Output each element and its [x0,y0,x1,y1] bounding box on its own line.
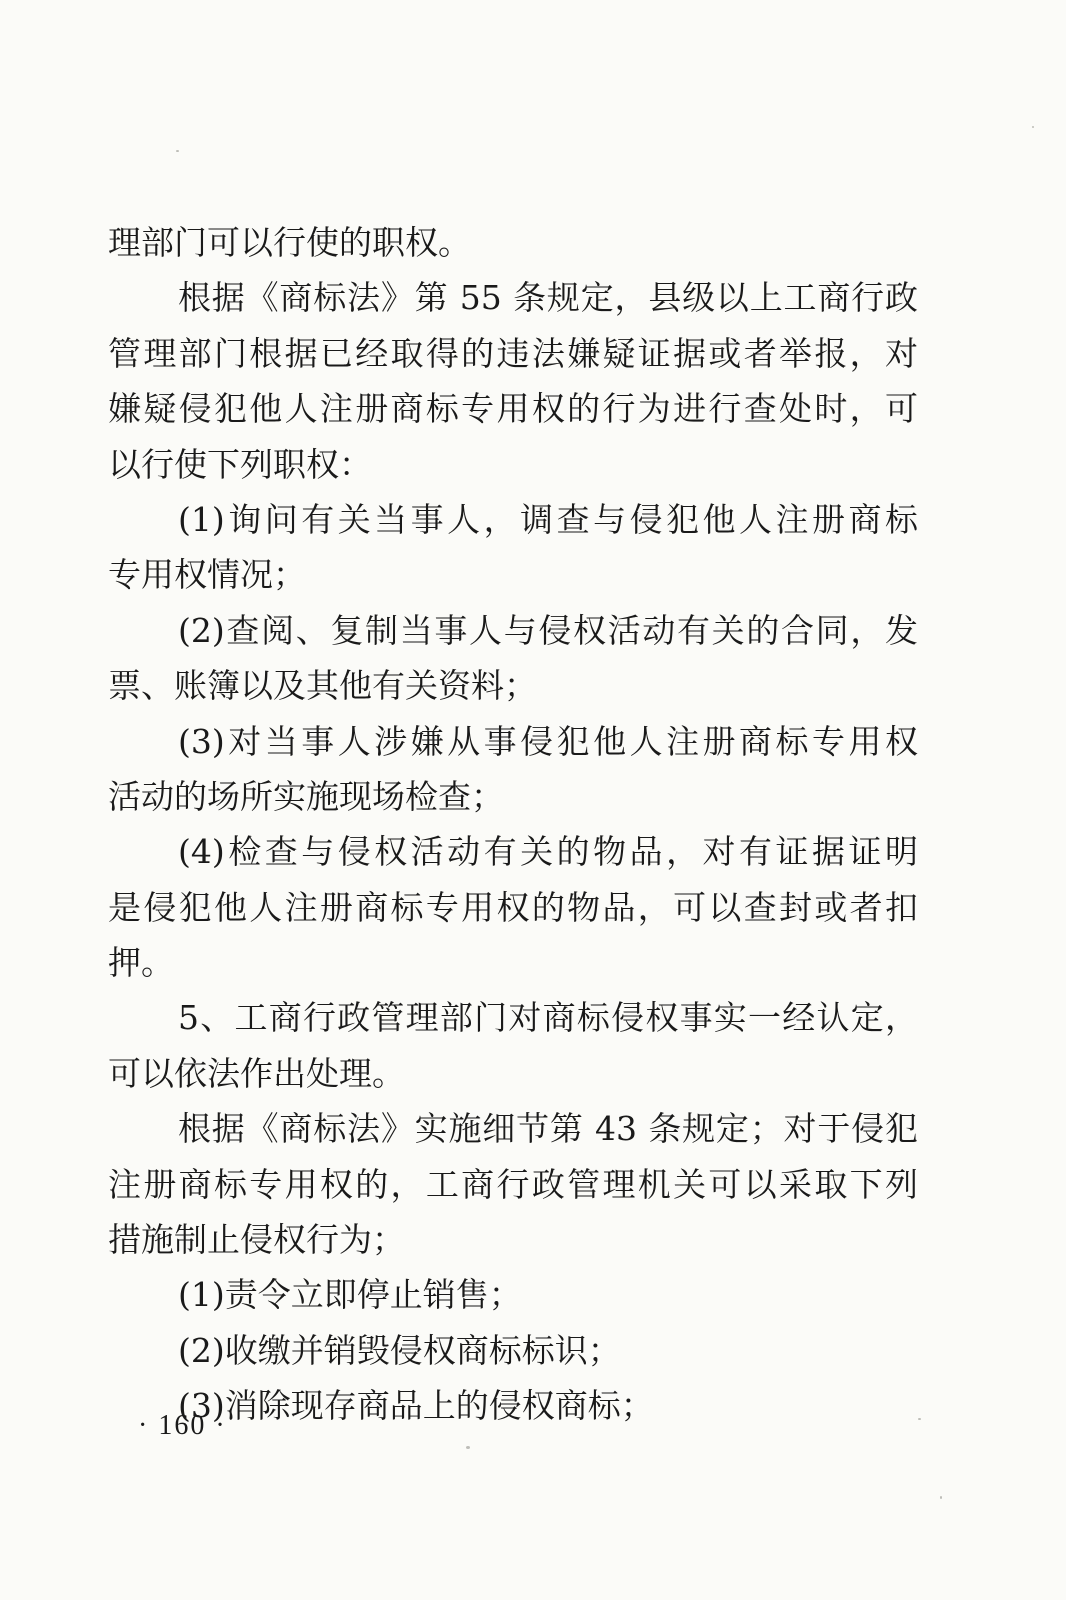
text-line: 票、账簿以及其他有关资料； [108,666,537,706]
text-line: (3)消除现存商品上的侵权商标； [178,1386,654,1426]
text-line: 以行使下列职权： [108,444,372,484]
text-line: 根据《商标法》第 55 条规定，县级以上工商行政 [178,278,918,318]
body-text [108,215,918,1434]
scan-speck [176,150,179,152]
text-line: 专用权情况； [108,555,306,595]
text-line: 嫌疑侵犯他人注册商标专用权的行为进行查处时，可 [108,389,918,429]
text-line: 是侵犯他人注册商标专用权的物品，可以查封或者扣 [108,887,918,927]
text-line: 根据《商标法》实施细节第 43 条规定；对于侵犯 [178,1109,918,1149]
text-line: (1)询问有关当事人，调查与侵犯他人注册商标 [178,499,918,539]
text-line: 措施制止侵权行为； [108,1220,405,1260]
text-line: 5、工商行政管理部门对商标侵权事实一经认定， [178,998,918,1038]
text-line: 活动的场所实施现场检查； [108,776,504,816]
page-number: · 160 · [138,1410,227,1441]
text-line: 注册商标专用权的，工商行政管理机关可以采取下列 [108,1164,918,1204]
scan-speck [940,1496,942,1499]
scan-speck [918,1418,921,1420]
text-line: (3)对当事人涉嫌从事侵犯他人注册商标专用权 [178,721,918,761]
text-line: 管理部门根据已经取得的违法嫌疑证据或者举报，对 [108,333,918,373]
text-line: 理部门可以行使的职权。 [108,223,471,262]
text-line: (2)收缴并销毁侵权商标标识； [178,1330,621,1370]
text-line: 可以依法作出处理。 [108,1053,405,1093]
scan-speck [466,1446,470,1449]
text-line: (2)查阅、复制当事人与侵权活动有关的合同，发 [178,610,918,650]
text-line: (1)责令立即停止销售； [178,1275,522,1315]
text-line: (4)检查与侵权活动有关的物品，对有证据证明 [178,832,918,872]
scan-speck [1032,126,1034,128]
text-line: 押。 [108,943,174,983]
